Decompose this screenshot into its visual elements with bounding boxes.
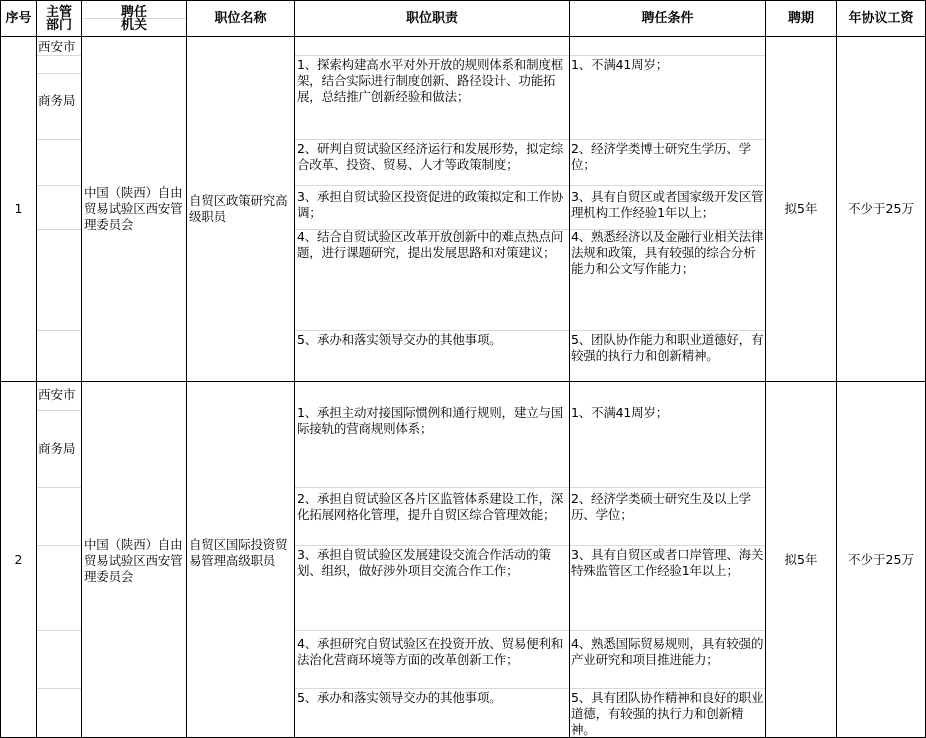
gridline [37, 545, 81, 546]
header-org-line1: 聘任 [120, 4, 147, 20]
row1-condition-1: 1、不满41周岁； [571, 57, 669, 72]
row1-duty-1: 1、探索构建高水平对外开放的规则体系和制度框架，结合实际进行制度创新、路径设计、功能拓展，总结推广创新经验和做法； [297, 57, 564, 104]
row1-condition-2: 2、经济学类博士研究生学历、学位； [571, 141, 751, 172]
gridline [295, 688, 765, 689]
row2-duty-5: 5、承办和落实领导交办的其他事项。 [297, 690, 502, 705]
gridline [295, 55, 765, 56]
row1-condition-5: 5、团队协作能力和职业道德好，有较强的执行力和创新精神。 [571, 332, 764, 363]
header-conditions-label: 聘任条件 [641, 11, 694, 26]
col-border [569, 0, 570, 738]
row2-condition-4: 4、熟悉国际贸易规则，具有较强的产业研究和项目推进能力； [571, 636, 764, 667]
col-border [186, 0, 187, 738]
gridline [37, 185, 81, 186]
gridline [37, 139, 81, 140]
row1-position: 自贸区政策研究高级职员 [189, 193, 288, 224]
row2-condition-1: 1、不满41周岁； [571, 405, 669, 420]
header-org [82, 1, 186, 36]
header-seq [1, 1, 36, 36]
header-position [187, 1, 294, 36]
row1-salary-value: 不少于25万 [848, 201, 914, 216]
row1-dept-line1: 西安市 [38, 39, 76, 54]
row2-seq [1, 382, 36, 737]
row2-position: 自贸区国际投资贸易管理高级职员 [189, 537, 288, 568]
row2-condition-3: 3、具有自贸区或者口岸管理、海关特殊监管区工作经验1年以上； [571, 547, 764, 578]
gridline [295, 139, 765, 140]
gridline [295, 545, 765, 546]
gridline [37, 330, 81, 331]
row1-duty-5: 5、承办和落实领导交办的其他事项。 [297, 332, 502, 347]
row2-seq-value: 2 [14, 551, 23, 567]
row2-duty-1: 1、承担主动对接国际惯例和通行规则，建立与国际接轨的营商规则体系； [297, 405, 564, 436]
header-duties [295, 1, 569, 36]
header-term-label: 聘期 [787, 11, 814, 26]
row2-salary [837, 382, 925, 737]
gridline [37, 229, 81, 230]
row2-duty-4: 4、承担研究自贸试验区在投资开放、贸易便利和法治化营商环境等方面的改革创新工作； [297, 636, 564, 667]
row2-duty-3: 3、承担自贸试验区发展建设交流合作活动的策划、组织，做好涉外项目交流合作工作； [297, 547, 551, 578]
col-border [294, 0, 295, 738]
row2-condition-5: 5、具有团队协作精神和良好的职业道德，有较强的执行力和创新精神。 [571, 690, 764, 736]
row1-duty-3: 3、承担自贸试验区投资促进的政策拟定和工作协调； [297, 189, 564, 220]
header-salary [837, 1, 925, 36]
row1-dept-line2: 商务局 [38, 93, 76, 108]
header-dept [37, 1, 81, 36]
col-border [36, 0, 37, 738]
row2-dept-line1: 西安市 [38, 387, 76, 402]
header-dept-line2: 部门 [45, 17, 72, 33]
gridline [295, 487, 765, 488]
gridline [295, 630, 765, 631]
gridline [37, 487, 81, 488]
row1-seq [1, 37, 36, 381]
gridline [295, 330, 765, 331]
gridline [37, 630, 81, 631]
header-duties-label: 职位职责 [405, 11, 458, 26]
header-dept-line1: 主管 [45, 4, 72, 20]
row1-term [766, 37, 836, 381]
row1-duty-2: 2、研判自贸试验区经济运行和发展形势，拟定综合改革、投资、贸易、人才等政策制度； [297, 141, 564, 172]
gridline [37, 410, 81, 411]
row2-duty-2: 2、承担自贸试验区各片区监管体系建设工作，深化拓展网格化管理，提升自贸区综合管理效能； [297, 491, 564, 522]
header-salary-label: 年协议工资 [848, 11, 914, 26]
row1-salary [837, 37, 925, 381]
row2-dept-line2: 商务局 [38, 441, 76, 456]
row2-condition-2: 2、经济学类硕士研究生及以上学历、学位； [571, 491, 751, 522]
row1-term-value: 拟5年 [784, 201, 818, 216]
row1-condition-3: 3、具有自贸区或者国家级开发区管理机构工作经验1年以上； [571, 189, 764, 220]
row1-org: 中国（陕西）自由贸易试验区西安管理委员会 [84, 185, 183, 232]
gridline [37, 73, 81, 74]
header-term [766, 1, 836, 36]
row1-duty-4: 4、结合自贸试验区改革开放创新中的难点热点问题，进行课题研究，提出发展思路和对策建议； [297, 229, 564, 260]
row2-salary-value: 不少于25万 [848, 551, 914, 567]
row2-org: 中国（陕西）自由贸易试验区西安管理委员会 [84, 537, 183, 584]
header-org-line2: 机关 [120, 17, 147, 33]
row1-seq-value: 1 [14, 201, 23, 216]
header-conditions [570, 1, 765, 36]
gridline [37, 688, 81, 689]
header-position-label: 职位名称 [214, 11, 267, 26]
row2-term-value: 拟5年 [784, 551, 818, 567]
row2-term [766, 382, 836, 737]
row1-condition-4: 4、熟悉经济以及金融行业相关法律法规和政策，具有较强的综合分析能力和公文写作能力； [571, 229, 764, 276]
header-seq-label: 序号 [5, 11, 32, 26]
